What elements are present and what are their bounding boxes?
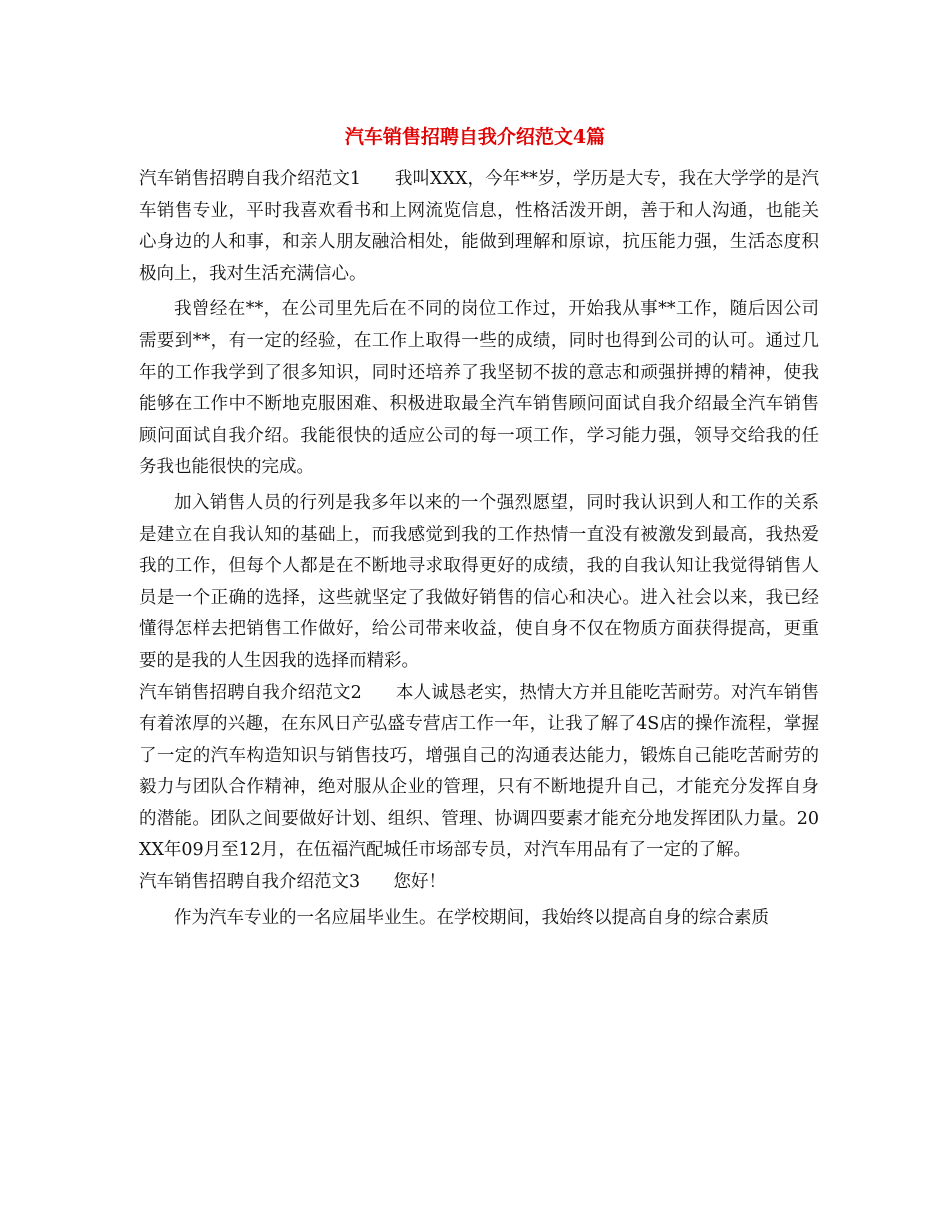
paragraph-text-3: 加入销售人员的行列是我多年以来的一个强烈愿望，同时我认识到人和工作的关系是建立在自我认知的基础上，而我感觉到我的工作热情一直没有被激发到最高，我热爱我的工作，但每个人都是在不断地寻求取得更好的成绩，我的自我认知让我觉得销售人员是一个正确的选择，这些就坚定了我做好销售的信心和决心。进入社会以来，我已经懂得怎样去把销售工作做好，给公司带来收益，使自身不仅在物质方面获得提高，更重要的是我的人生因我的选择而精彩。 (139, 492, 819, 671)
paragraph-text-4: 本人诚恳老实，热情大方并且能吃苦耐劳。对汽车销售有着浓厚的兴趣，在东风日产弘盛专营店工作一年，让我了解了4S店的操作流程，掌握了一定的汽车构造知识与销售技巧，增强自己的沟通表达能力，锻炼自己能吃苦耐劳的毅力与团队合作精神，绝对服从企业的管理，只有不断地提升自己，才能充分发挥自身的潜能。团队之间要做好计划、组织、管理、协调四要素才能充分地发挥团队力量。20 XX年09月至12月，在伍福汽配城任市场部专员，对汽车用品有了一定的了解。 (139, 682, 819, 861)
paragraph-2 (139, 294, 819, 484)
paragraph-text-1: 我叫XXX，今年**岁，学历是大专，我在大学学的是汽车销售专业，平时我喜欢看书和上网流览信息，性格活泼开朗，善于和人沟通，也能关心身边的人和事，和亲人朋友融洽相处，能做到理解和原谅，抗压能力强，生活态度积极向上，我对生活充满信心。 (139, 169, 819, 284)
paragraph-6 (139, 903, 819, 935)
document-title: 汽车销售招聘自我介绍范文4篇 (344, 126, 606, 148)
paragraph-text-5: 您好！ (393, 872, 447, 893)
paragraph-4 (139, 678, 819, 868)
document-body (139, 164, 819, 934)
paragraph-text-2: 我曾经在**，在公司里先后在不同的岗位工作过，开始我从事**工作，随后因公司需要到**，有一定的经验，在工作上取得一些的成绩，同时也得到公司的认可。通过几年的工作我学到了很多知识，同时还培养了我坚韧不拔的意志和顽强拼搏的精神，使我能够在工作中不断地克服困难、积极进取最全汽车销售顾问面试自我介绍最全汽车销售顾问面试自我介绍。我能很快的适应公司的每一项工作，学习能力强，领导交给我的任务我也能很快的完成。 (139, 299, 819, 478)
paragraph-text-6: 作为汽车专业的一名应届毕业生。在学校期间，我始终以提高自身的综合素质 (174, 907, 769, 928)
section-heading-1: 汽车销售招聘自我介绍范文1 (139, 169, 362, 189)
paragraph-3 (139, 488, 819, 678)
section-heading-3: 汽车销售招聘自我介绍范文3 (139, 872, 361, 893)
paragraph-5 (139, 867, 819, 899)
section-heading-2: 汽车销售招聘自我介绍范文2 (139, 682, 362, 703)
paragraph-1 (139, 164, 819, 290)
